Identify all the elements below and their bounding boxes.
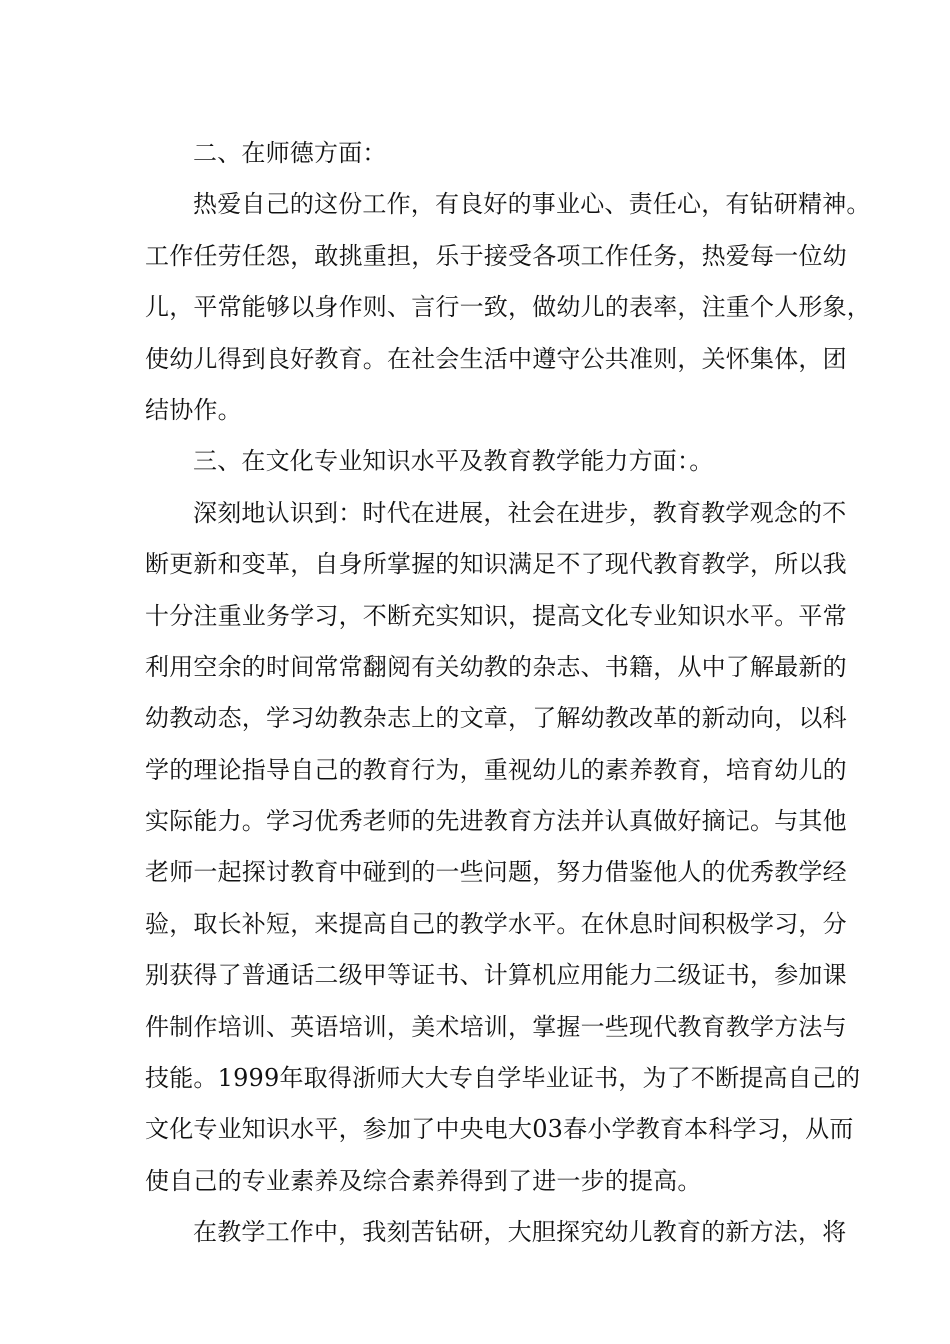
paragraph-line: 热爱自己的这份工作，有良好的事业心、责任心，有钻研精神。 <box>193 190 871 219</box>
paragraph-line: 在教学工作中，我刻苦钻研，大胆探究幼儿教育的新方法，将 <box>193 1218 847 1247</box>
paragraph-line: 老师一起探讨教育中碰到的一些问题，努力借鉴他人的优秀教学经 <box>145 858 847 887</box>
paragraph-line: 幼教动态，学习幼教杂志上的文章，了解幼教改革的新动向，以科 <box>145 704 847 733</box>
heading-teacher-ethics: 二、在师德方面： <box>193 139 387 167</box>
paragraph-line: 利用空余的时间常常翻阅有关幼教的杂志、书籍，从中了解最新的 <box>145 652 847 681</box>
document-body <box>145 128 871 1259</box>
paragraph-line: 别获得了普通话二级甲等证书、计算机应用能力二级证书，参加课 <box>145 961 847 990</box>
paragraph-line: 验，取长补短，来提高自己的教学水平。在休息时间积极学习，分 <box>145 909 847 938</box>
paragraph-line: 实际能力。学习优秀老师的先进教育方法并认真做好摘记。与其他 <box>145 807 847 836</box>
paragraph-line: 文化专业知识水平，参加了中央电大03春小学教育本科学习，从而 <box>145 1115 854 1144</box>
paragraph-line: 断更新和变革，自身所掌握的知识满足不了现代教育教学，所以我 <box>145 550 847 579</box>
paragraph-line: 使幼儿得到良好教育。在社会生活中遵守公共准则，关怀集体，团 <box>145 344 847 373</box>
paragraph-line: 深刻地认识到：时代在进展，社会在进步，教育教学观念的不 <box>193 498 847 527</box>
paragraph-line: 件制作培训、英语培训，美术培训，掌握一些现代教育教学方法与 <box>145 1012 847 1041</box>
heading-professional-knowledge: 三、在文化专业知识水平及教育教学能力方面：。 <box>193 447 714 476</box>
paragraph-line: 工作任劳任怨，敢挑重担，乐于接受各项工作任务，热爱每一位幼 <box>145 241 847 270</box>
paragraph-line: 学的理论指导自己的教育行为，重视幼儿的素养教育，培育幼儿的 <box>145 755 847 784</box>
paragraph-line: 使自己的专业素养及综合素养得到了进一步的提高。 <box>145 1166 702 1195</box>
paragraph-line: 结协作。 <box>145 395 242 424</box>
paragraph-line: 十分注重业务学习，不断充实知识，提高文化专业知识水平。平常 <box>145 601 847 630</box>
paragraph-line: 儿，平常能够以身作则、言行一致，做幼儿的表率，注重个人形象， <box>145 293 871 322</box>
paragraph-line: 技能。1999年取得浙师大大专自学毕业证书，为了不断提高自己的 <box>145 1064 861 1093</box>
